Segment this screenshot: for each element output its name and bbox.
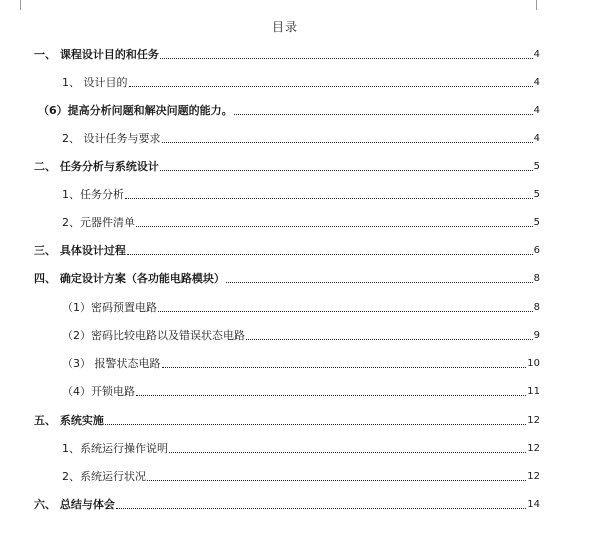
toc-entry-text: （4）开锁电路 <box>62 385 135 398</box>
toc-dot-leader <box>234 113 533 115</box>
toc-dot-leader <box>129 85 533 87</box>
toc-dot-leader <box>136 225 533 227</box>
toc-entry[interactable] <box>34 496 540 512</box>
toc-title: 目录 <box>271 20 298 34</box>
toc-entry-text: （3） 报警状态电路 <box>62 357 161 370</box>
toc-entry-text: 二、 任务分析与系统设计 <box>34 160 159 173</box>
toc-page-number: 4 <box>533 49 540 60</box>
toc-entry-text: 2、 设计任务与要求 <box>62 132 161 145</box>
toc-entry-text: （1）密码预置电路 <box>62 301 157 314</box>
toc-entry[interactable] <box>34 270 540 286</box>
toc-entry[interactable] <box>38 102 540 118</box>
toc-dot-leader <box>147 479 526 481</box>
toc-entry-text: 四、 确定设计方案（各功能电路模块） <box>34 272 225 285</box>
toc-page-number: 12 <box>527 415 540 426</box>
toc-entry[interactable] <box>62 327 540 343</box>
toc-entry[interactable] <box>62 299 540 315</box>
toc-page-number: 10 <box>527 358 540 369</box>
toc-entry[interactable] <box>34 46 540 62</box>
toc-entry[interactable] <box>62 214 540 230</box>
toc-dot-leader <box>160 169 533 171</box>
toc-entry-text: 1、 设计目的 <box>62 76 128 89</box>
toc-page-number: 4 <box>533 77 540 88</box>
toc-page-number: 5 <box>533 189 540 200</box>
toc-page-number: 14 <box>527 499 540 510</box>
toc-dot-leader <box>158 310 533 312</box>
toc-page-number: 8 <box>533 273 540 284</box>
toc-page-number: 9 <box>533 330 540 341</box>
toc-entry-text: 2、元器件清单 <box>62 216 135 229</box>
toc-entry-text: 2、系统运行状况 <box>62 470 146 483</box>
toc-dot-leader <box>160 57 533 59</box>
toc-page-number: 11 <box>527 386 540 397</box>
toc-page-number: 5 <box>533 161 540 172</box>
toc-page-number: 8 <box>533 302 540 313</box>
toc-entry-text: （6）提高分析问题和解决问题的能力。 <box>38 104 233 117</box>
toc-dot-leader <box>162 141 533 143</box>
toc-dot-leader <box>162 366 527 368</box>
toc-dot-leader <box>169 451 526 453</box>
toc-dot-leader <box>246 338 533 340</box>
toc-entry[interactable] <box>62 74 540 90</box>
toc-page-number: 6 <box>533 245 540 256</box>
toc-entry[interactable] <box>34 158 540 174</box>
toc-entry-text: 1、系统运行操作说明 <box>62 442 168 455</box>
toc-page-number: 4 <box>533 133 540 144</box>
toc-dot-leader <box>116 507 526 509</box>
toc-entry[interactable] <box>34 242 540 258</box>
toc-dot-leader <box>125 197 533 199</box>
toc-entry-text: 六、 总结与体会 <box>34 498 115 511</box>
toc-dot-leader <box>226 281 533 283</box>
toc-page-number: 5 <box>533 217 540 228</box>
toc-dot-leader <box>105 423 526 425</box>
toc-entry[interactable] <box>62 440 540 456</box>
toc-entry[interactable] <box>62 468 540 484</box>
toc-entry[interactable] <box>62 383 540 399</box>
toc-entry[interactable] <box>62 130 540 146</box>
toc-entry[interactable] <box>62 186 540 202</box>
toc-page-number: 12 <box>527 471 540 482</box>
toc-entry[interactable] <box>62 355 540 371</box>
toc-dot-leader <box>136 394 526 396</box>
toc-entry-text: 五、 系统实施 <box>34 414 104 427</box>
toc-page-number: 12 <box>527 443 540 454</box>
toc-entry-text: （2）密码比较电路以及错误状态电路 <box>62 329 245 342</box>
toc-page-number: 4 <box>533 105 540 116</box>
toc-entry-text: 1、任务分析 <box>62 188 124 201</box>
toc-entry-text: 一、 课程设计目的和任务 <box>34 48 159 61</box>
toc-entry[interactable] <box>34 412 540 428</box>
toc-dot-leader <box>127 253 533 255</box>
toc-entry-text: 三、 具体设计过程 <box>34 244 126 257</box>
